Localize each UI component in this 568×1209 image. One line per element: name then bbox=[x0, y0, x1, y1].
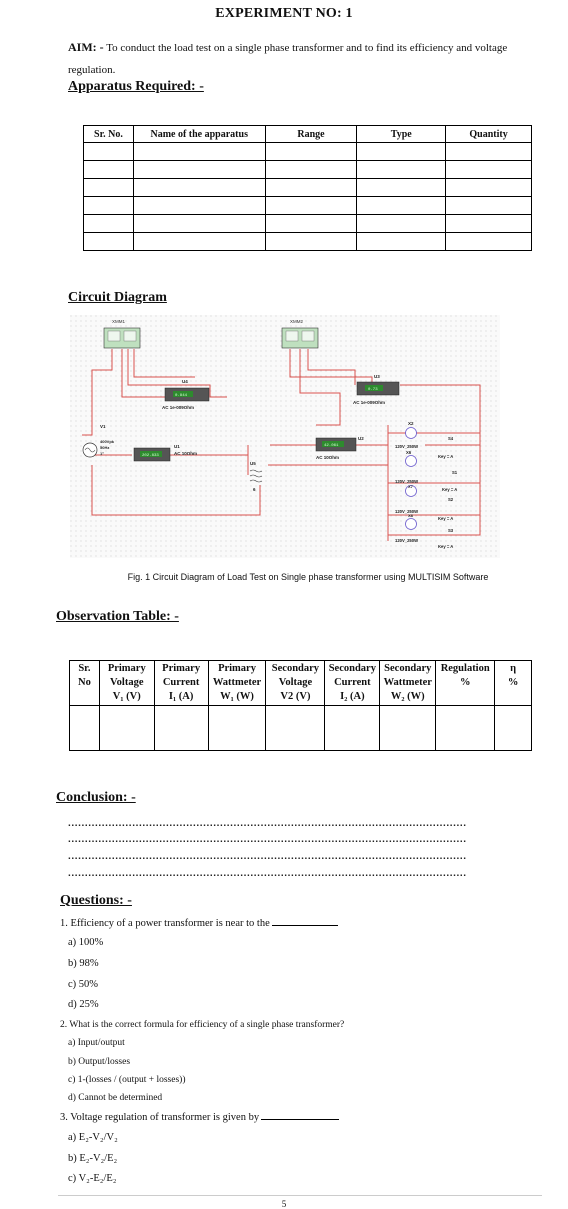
observation-header-line: Primary bbox=[107, 663, 146, 674]
observation-cell bbox=[380, 706, 436, 751]
v1-spec-1: 400Vpk bbox=[100, 439, 115, 444]
u5-tap: 6 bbox=[253, 487, 256, 492]
s2-label: S2 bbox=[448, 497, 454, 502]
observation-data-row bbox=[70, 706, 532, 751]
apparatus-cell bbox=[357, 233, 446, 251]
observation-table bbox=[69, 660, 532, 751]
u1-reading: 202.833 bbox=[142, 454, 159, 458]
question-2-option: b) Output/losses bbox=[68, 1057, 131, 1067]
observation-column-header bbox=[436, 661, 495, 706]
apparatus-column-header: Range bbox=[265, 126, 357, 143]
observation-header-line: Regulation bbox=[440, 663, 490, 674]
observation-header-line: V2 (V) bbox=[280, 691, 311, 702]
xmm1-label: XMM1 bbox=[112, 319, 126, 324]
u4-label: U4 bbox=[182, 379, 188, 384]
apparatus-cell bbox=[133, 197, 265, 215]
question-3-option: c) V₂-E₂/E₂ bbox=[68, 1173, 117, 1184]
v1-spec-2: 50Hz bbox=[100, 445, 110, 450]
apparatus-cell bbox=[133, 233, 265, 251]
observation-header-line: V₁ (V) bbox=[112, 691, 141, 702]
x7-label: X7 bbox=[408, 484, 413, 489]
u5-label: U5 bbox=[250, 461, 256, 466]
apparatus-row bbox=[84, 233, 532, 251]
observation-header-line: I₂ (A) bbox=[340, 691, 365, 702]
v1-spec-3: 1° bbox=[100, 451, 104, 456]
question-3-option: a) E₂-V₂/V₂ bbox=[68, 1132, 118, 1143]
v1-label: V1 bbox=[100, 424, 106, 429]
apparatus-row bbox=[84, 179, 532, 197]
u1-label: U1 bbox=[174, 444, 180, 449]
apparatus-cell bbox=[84, 215, 134, 233]
u2-desc: AC 10Ohm bbox=[316, 455, 340, 460]
observation-header-line: % bbox=[459, 677, 471, 688]
observation-column-header bbox=[495, 661, 532, 706]
x8-label: X8 bbox=[408, 513, 413, 518]
apparatus-column-header: Name of the apparatus bbox=[133, 126, 265, 143]
s4-key: Key = A bbox=[438, 454, 454, 459]
apparatus-cell bbox=[446, 233, 532, 251]
apparatus-cell bbox=[265, 197, 357, 215]
apparatus-cell bbox=[446, 197, 532, 215]
conclusion-line: ...................................................................................................................... bbox=[68, 818, 467, 829]
observation-cell bbox=[154, 706, 208, 751]
observation-header-line bbox=[436, 690, 494, 704]
observation-header-line bbox=[495, 690, 531, 704]
observation-column-header bbox=[70, 661, 100, 706]
xmm2-label: XMM2 bbox=[290, 319, 304, 324]
u2-reading: 42.061 bbox=[324, 444, 339, 448]
observation-header-line: No bbox=[78, 677, 91, 688]
observation-header-row bbox=[70, 661, 532, 706]
x2-label: X2 bbox=[408, 421, 414, 426]
apparatus-cell bbox=[84, 143, 134, 161]
lamp-x8-rating: 120V_250W bbox=[395, 538, 419, 543]
answer-blank bbox=[272, 917, 338, 926]
circuit-caption: Fig. 1 Circuit Diagram of Load Test on Single phase transformer using MULTISIM Software bbox=[127, 572, 489, 582]
observation-header-line: Secondary bbox=[328, 663, 376, 674]
questions-heading: Questions: - bbox=[60, 893, 132, 908]
u2-label: U2 bbox=[358, 436, 364, 441]
observation-header-line: Voltage bbox=[110, 677, 144, 688]
apparatus-header-row bbox=[84, 126, 532, 143]
apparatus-cell bbox=[84, 197, 134, 215]
observation-header-line: W₁ (W) bbox=[220, 691, 254, 702]
s2-key: Key = A bbox=[438, 516, 454, 521]
question-3-text: 3. Voltage regulation of transformer is given by bbox=[60, 1112, 260, 1123]
u1-desc: AC 10Ohm bbox=[174, 451, 198, 456]
question-3 bbox=[60, 1111, 339, 1123]
observation-cell bbox=[266, 706, 325, 751]
s1-key: Key = A bbox=[442, 487, 458, 492]
observation-header-line: Secondary bbox=[271, 663, 320, 674]
aim-paragraph bbox=[68, 36, 552, 81]
observation-heading: Observation Table: - bbox=[56, 609, 179, 624]
question-1-option: a) 100% bbox=[68, 937, 104, 948]
observation-column-header bbox=[99, 661, 154, 706]
observation-header-line bbox=[70, 690, 99, 704]
observation-column-header bbox=[325, 661, 380, 706]
conclusion-line: ...................................................................................................................... bbox=[68, 834, 467, 845]
apparatus-cell bbox=[446, 215, 532, 233]
apparatus-cell bbox=[357, 215, 446, 233]
apparatus-table bbox=[83, 125, 532, 251]
apparatus-body bbox=[84, 143, 532, 251]
apparatus-cell bbox=[357, 197, 446, 215]
u4-desc: AC 1e-009Ohm bbox=[162, 405, 195, 410]
apparatus-cell bbox=[357, 143, 446, 161]
observation-column-header bbox=[266, 661, 325, 706]
lamp-x2-rating: 120V_250W bbox=[395, 444, 419, 449]
s3-label: S3 bbox=[448, 528, 454, 533]
u4-reading: 0.844 bbox=[175, 394, 188, 398]
question-3-option: b) E₂-V₂/E₂ bbox=[68, 1153, 118, 1164]
question-1 bbox=[60, 917, 338, 929]
apparatus-cell bbox=[84, 233, 134, 251]
conclusion-line: ...................................................................................................................... bbox=[68, 868, 467, 879]
observation-column-header bbox=[380, 661, 436, 706]
conclusion-heading: Conclusion: - bbox=[56, 790, 136, 805]
apparatus-row bbox=[84, 161, 532, 179]
apparatus-cell bbox=[133, 215, 265, 233]
s4-label: S4 bbox=[448, 436, 454, 441]
observation-header-line: Primary bbox=[162, 663, 201, 674]
observation-header-line: I₁ (A) bbox=[168, 691, 194, 702]
apparatus-cell bbox=[265, 143, 357, 161]
observation-cell bbox=[495, 706, 532, 751]
u3-label: U3 bbox=[374, 374, 380, 379]
observation-column-header bbox=[208, 661, 266, 706]
apparatus-row bbox=[84, 143, 532, 161]
observation-header-line: Current bbox=[334, 677, 371, 688]
observation-header-line: η bbox=[510, 663, 517, 674]
apparatus-row bbox=[84, 215, 532, 233]
conclusion-line: ...................................................................................................................... bbox=[68, 851, 467, 862]
question-1-text: 1. Efficiency of a power transformer is near to the bbox=[60, 918, 270, 929]
observation-cell bbox=[99, 706, 154, 751]
apparatus-cell bbox=[265, 161, 357, 179]
observation-header-line: Secondary bbox=[384, 663, 432, 674]
observation-header-line: % bbox=[507, 677, 519, 688]
circuit-heading: Circuit Diagram bbox=[68, 290, 167, 305]
question-1-option: b) 98% bbox=[68, 958, 99, 969]
observation-header-line: Voltage bbox=[278, 677, 313, 688]
observation-header-line: Sr. bbox=[78, 663, 91, 674]
apparatus-cell bbox=[265, 215, 357, 233]
circuit-diagram bbox=[70, 315, 500, 558]
observation-cell bbox=[70, 706, 100, 751]
observation-header-line: W₂ (W) bbox=[390, 691, 425, 702]
question-1-option: d) 25% bbox=[68, 999, 99, 1010]
apparatus-cell bbox=[84, 179, 134, 197]
apparatus-cell bbox=[265, 179, 357, 197]
answer-blank bbox=[261, 1111, 339, 1120]
apparatus-cell bbox=[84, 161, 134, 179]
apparatus-cell bbox=[265, 233, 357, 251]
observation-cell bbox=[325, 706, 380, 751]
apparatus-cell bbox=[357, 161, 446, 179]
apparatus-heading: Apparatus Required: - bbox=[68, 79, 204, 94]
lamp-x6-rating: 120V_250W bbox=[395, 479, 419, 484]
apparatus-row bbox=[84, 197, 532, 215]
apparatus-column-header: Type bbox=[357, 126, 446, 143]
apparatus-cell bbox=[133, 179, 265, 197]
question-2-option: c) 1-(losses / (output + losses)) bbox=[68, 1075, 186, 1085]
question-2-text: 2. What is the correct formula for efficiency of a single phase transformer? bbox=[60, 1020, 345, 1030]
aim-label: AIM: - bbox=[68, 40, 104, 54]
apparatus-cell bbox=[133, 143, 265, 161]
apparatus-cell bbox=[446, 143, 532, 161]
apparatus-column-header: Sr. No. bbox=[84, 126, 134, 143]
x6-label: X6 bbox=[406, 450, 412, 455]
apparatus-column-header: Quantity bbox=[446, 126, 532, 143]
experiment-title: EXPERIMENT NO: 1 bbox=[215, 6, 353, 21]
page-number: 5 bbox=[281, 1199, 287, 1209]
question-1-option: c) 50% bbox=[68, 979, 99, 990]
observation-header-line: Primary bbox=[218, 663, 256, 674]
s1-label: S1 bbox=[452, 470, 458, 475]
u3-reading: 0.73 bbox=[368, 388, 378, 392]
apparatus-cell bbox=[446, 161, 532, 179]
apparatus-cell bbox=[446, 179, 532, 197]
u3-desc: AC 1e-009Ohm bbox=[353, 400, 386, 405]
observation-cell bbox=[436, 706, 495, 751]
footer-divider bbox=[58, 1195, 542, 1196]
apparatus-cell bbox=[133, 161, 265, 179]
aim-text: To conduct the load test on a single phase transformer and to find its efficiency and voltage regulation. bbox=[68, 42, 508, 76]
question-2-option: a) Input/output bbox=[68, 1038, 125, 1048]
observation-cell bbox=[208, 706, 266, 751]
observation-column-header bbox=[154, 661, 208, 706]
lamp-x7-rating: 120V_250W bbox=[395, 509, 419, 514]
observation-header-line: Wattmeter bbox=[383, 677, 432, 688]
s3-key: Key = A bbox=[438, 544, 454, 549]
observation-header-line: Wattmeter bbox=[212, 677, 262, 688]
question-2-option: d) Cannot be determined bbox=[68, 1093, 163, 1103]
observation-header-line: Current bbox=[162, 677, 200, 688]
apparatus-cell bbox=[357, 179, 446, 197]
